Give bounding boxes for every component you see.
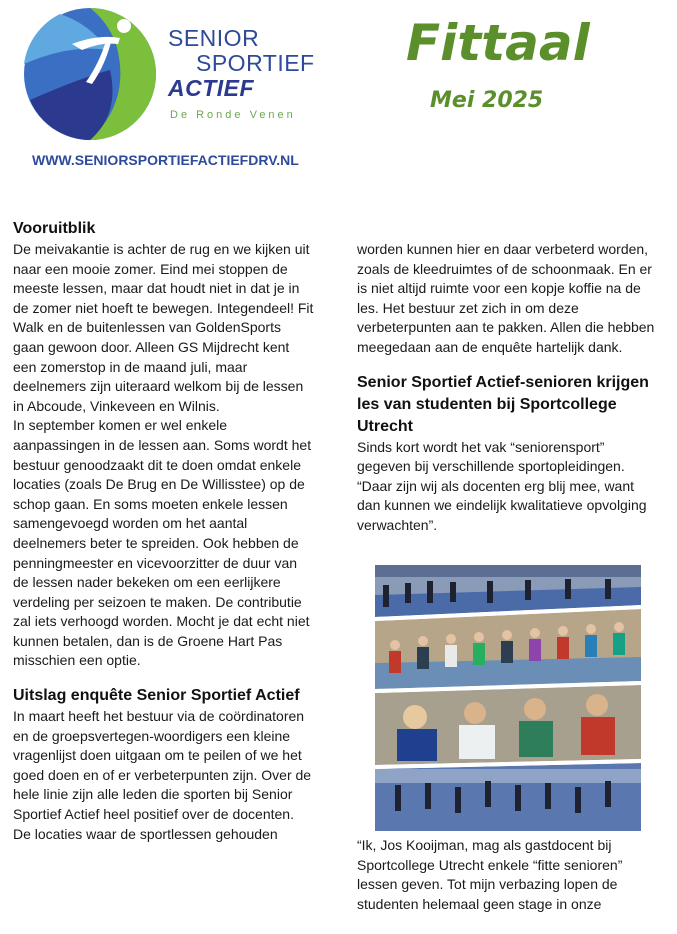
paragraph: De meivakantie is achter de rug en we kijken uit naar een mooie zomer. Eind mei stoppen de meeste lessen, maar dat houdt niet in dat je in de zomer niet hoeft te bewegen. Integendeel! Fit Walk en de buitenlessen van GoldenSports gaan gewoon door. Alleen GS Mijdrecht kent een zomerstop in de maand juli, maar deelnemers zijn uiteraard welkom bij de lessen in Abcoude, Vinkeveen en Wilnis. <box>13 241 314 414</box>
brand-region: De Ronde Venen <box>170 109 296 121</box>
logo <box>20 4 320 144</box>
collage-image <box>375 565 641 831</box>
photo-collage <box>375 565 641 831</box>
website-link[interactable]: WWW.SENIORSPORTIEFACTIEFDRV.NL <box>32 152 299 168</box>
right-column <box>357 240 657 536</box>
issue-date: Mei 2025 <box>430 88 544 113</box>
brand-line-1: SENIOR <box>168 25 260 51</box>
section-heading-vooruitblik: Vooruitblik <box>13 220 96 237</box>
brand-line-3: ACTIEF <box>168 75 255 101</box>
quote-paragraph: “Ik, Jos Kooijman, mag als gastdocent bij Sportcollege Utrecht enkele “fitte senioren” lessen geven. Tot mijn verbazing lopen de studenten helemaal geen stage in onze <box>357 837 623 912</box>
section-heading-enquete: Uitslag enquête Senior Sportief Actief <box>13 687 300 705</box>
brand-wordmark <box>166 26 315 121</box>
logo-icon <box>20 4 160 144</box>
paragraph: In september komen er wel enkele aanpassingen in de lessen aan. Soms wordt het bestuur genoodzaakt dit te doen omdat enkele locaties (zoals De Brug en De Willisstee) op de schop gaan. En soms moeten enkele lessen samengevoegd worden om het aantal deelnemers beter te spreiden. Ook hebben de penningmeester en vicevoorzitter de duur van de lessen nader bekeken om een eerlijkere verdeling per seizoen te maken. De contributie zal iets verhoogd worden. Mocht je dat echt niet kunnen betalen, dan is de Groene Hart Pas misschien een optie. <box>13 417 312 669</box>
section-heading-sportcollege: Senior Sportief Actief-senioren krijgen les van studenten bij Sportcollege Utrecht <box>357 373 649 435</box>
brand-line-2: SPORTIEF <box>196 50 315 76</box>
left-column <box>13 218 315 844</box>
paragraph: In maart heeft het bestuur via de coördinatoren en de groepsvertegen-woordigers een kleine vragenlijst doen uitgaan om te peilen of we het goed doen en of er verbeterpunten zijn. Over de hele linie zijn alle leden die sporten bij Senior Sportief Actief heel positief over de docenten. De locaties waar de sportlessen gehouden <box>13 708 312 842</box>
paragraph: Sinds kort wordt het vak “seniorensport” gegeven bij verschillende sportopleidingen. “Daar zijn wij als docenten erg blij mee, want dan kunnen we eindelijk kwalitatieve opvolging verwachten”. <box>357 438 647 533</box>
newsletter-title: Fittaal <box>406 14 590 72</box>
paragraph: worden kunnen hier en daar verbeterd worden, zoals de kleedruimtes of de schoonmaak. En er is niet altijd ruimte voor een kopje koffie na de les. Het bestuur zet zich in om deze verbeterpunten aan te pakken. Allen die hebben meegedaan aan de enquête hartelijk dank. <box>357 241 655 355</box>
